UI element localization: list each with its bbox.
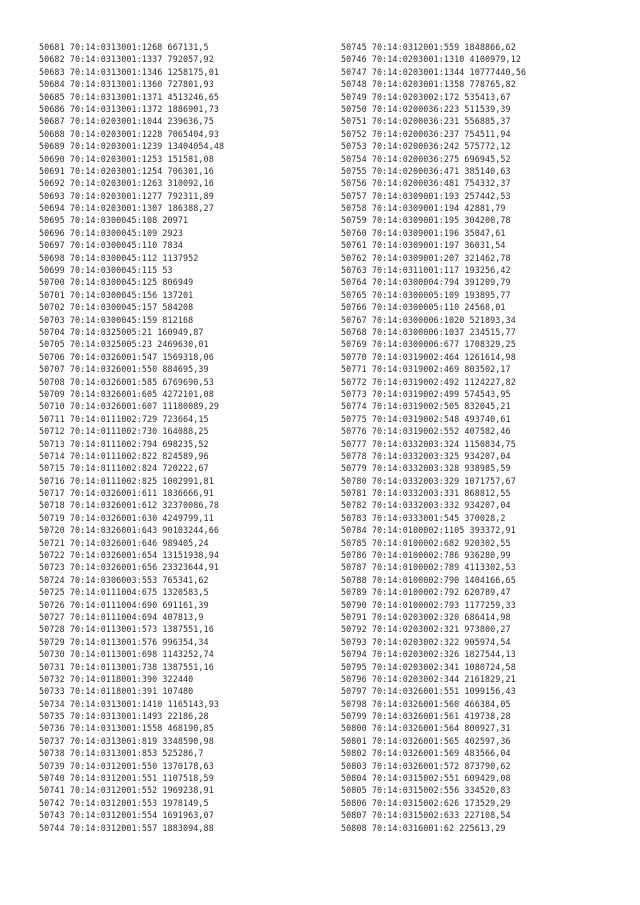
- left-column: [39, 41, 339, 834]
- record-row: 50730 70:14:0113001:698 1143252,74: [39, 649, 214, 660]
- record-row: 50738 70:14:0313001:853 525286,7: [39, 748, 204, 759]
- record-row: 50808 70:14:0316001:62 225613,29: [341, 822, 506, 833]
- record-row: 50694 70:14:0203001:1307 186388,27: [39, 203, 214, 214]
- record-row: 50685 70:14:0313001:1371 4513246,65: [39, 91, 219, 102]
- record-row: 50796 70:14:0203002:344 2161829,21: [341, 673, 516, 684]
- record-row: 50748 70:14:0203001:1358 778765,82: [341, 79, 516, 90]
- record-row: 50780 70:14:0332003:329 1071757,67: [341, 475, 516, 486]
- record-row: 50781 70:14:0332003:331 868812,55: [341, 488, 511, 499]
- record-row: 50688 70:14:0203001:1228 7065404,93: [39, 128, 219, 139]
- record-row: 50709 70:14:0326001:605 4272101,08: [39, 388, 214, 399]
- record-row: 50691 70:14:0203001:1254 706301,16: [39, 165, 214, 176]
- record-row: 50687 70:14:0203001:1044 239636,75: [39, 116, 214, 127]
- record-row: 50719 70:14:0326001:630 4249799,11: [39, 512, 214, 523]
- record-row: 50706 70:14:0326001:547 1569318,06: [39, 351, 214, 362]
- record-row: 50755 70:14:0200036:471 385140,63: [341, 165, 511, 176]
- record-row: 50807 70:14:0315002:633 227108,54: [341, 810, 511, 821]
- record-row: 50689 70:14:0203001:1239 13404054,48: [39, 141, 225, 152]
- record-row: 50792 70:14:0203002:321 973800,27: [341, 624, 511, 635]
- record-row: 50684 70:14:0313001:1360 727801,93: [39, 79, 214, 90]
- record-row: 50751 70:14:0200036:231 556885,37: [341, 116, 511, 127]
- record-row: 50682 70:14:0313001:1337 792057,92: [39, 54, 214, 65]
- record-row: 50742 70:14:0312001:553 1978149,5: [39, 797, 209, 808]
- record-row: 50707 70:14:0326001:550 884695,39: [39, 364, 209, 375]
- record-row: 50683 70:14:0313001:1346 1258175,01: [39, 66, 219, 77]
- record-row: 50757 70:14:0309001:193 257442,53: [341, 190, 511, 201]
- record-row: 50743 70:14:0312001:554 1691963,07: [39, 810, 214, 821]
- record-row: 50772 70:14:0319002:492 1124227,82: [341, 376, 516, 387]
- record-row: 50737 70:14:0313001:819 3348590,98: [39, 735, 214, 746]
- record-row: 50774 70:14:0319002:505 832045,21: [341, 401, 511, 412]
- record-row: 50752 70:14:0200036:237 754511,94: [341, 128, 511, 139]
- record-row: 50790 70:14:0100002:793 1177259,33: [341, 599, 516, 610]
- record-row: 50754 70:14:0200036:275 696945,52: [341, 153, 511, 164]
- record-row: 50793 70:14:0203002:322 905974,54: [341, 636, 511, 647]
- record-row: 50713 70:14:0111002:794 698235,52: [39, 438, 209, 449]
- record-row: 50805 70:14:0315002:556 334520,83: [341, 785, 511, 796]
- record-row: 50705 70:14:0325005:23 2469630,01: [39, 339, 209, 350]
- record-row: 50698 70:14:0300045:112 1137952: [39, 252, 199, 263]
- record-row: 50800 70:14:0326001:564 800927,31: [341, 723, 511, 734]
- record-row: 50775 70:14:0319002:548 493740,61: [341, 413, 511, 424]
- record-row: 50711 70:14:0111002:729 723664,15: [39, 413, 209, 424]
- record-row: 50710 70:14:0326001:607 11180089,29: [39, 401, 219, 412]
- record-row: 50714 70:14:0111002:822 824589,96: [39, 450, 209, 461]
- record-row: 50794 70:14:0203002:326 1827544,13: [341, 649, 516, 660]
- record-row: 50744 70:14:0312001:557 1883094,88: [39, 822, 214, 833]
- record-row: 50776 70:14:0319002:552 407582,46: [341, 426, 511, 437]
- record-row: 50739 70:14:0312001:550 1370178,63: [39, 760, 214, 771]
- record-row: 50729 70:14:0113001:576 996354,34: [39, 636, 209, 647]
- record-row: 50712 70:14:0111002:730 164088,25: [39, 426, 209, 437]
- record-row: 50695 70:14:0300045:108 20971: [39, 215, 189, 226]
- record-row: 50783 70:14:0333001:545 370028,2: [341, 512, 506, 523]
- record-row: 50797 70:14:0326001:551 1099156,43: [341, 686, 516, 697]
- record-row: 50723 70:14:0326001:656 23323644,91: [39, 562, 219, 573]
- record-row: 50747 70:14:0203001:1344 10777440,56: [341, 66, 527, 77]
- record-row: 50746 70:14:0203001:1310 4100979,12: [341, 54, 521, 65]
- record-row: 50702 70:14:0300045:157 584208: [39, 302, 194, 313]
- record-row: 50788 70:14:0100002:790 1404166,65: [341, 574, 516, 585]
- record-row: 50740 70:14:0312001:551 1107518,59: [39, 773, 214, 784]
- record-row: 50785 70:14:0100002:682 920302,55: [341, 537, 511, 548]
- record-row: 50756 70:14:0200036:481 754332,37: [341, 178, 511, 189]
- record-row: 50773 70:14:0319002:499 574543,95: [341, 388, 511, 399]
- record-row: 50777 70:14:0332003:324 1150834,75: [341, 438, 516, 449]
- record-row: 50735 70:14:0313001:1493 22186,28: [39, 711, 209, 722]
- right-column: [341, 41, 640, 834]
- record-row: 50701 70:14:0300045:156 137201: [39, 289, 194, 300]
- record-row: 50803 70:14:0326001:572 873790,62: [341, 760, 511, 771]
- record-row: 50721 70:14:0326001:646 989405,24: [39, 537, 209, 548]
- record-row: 50758 70:14:0309001:194 42881,79: [341, 203, 506, 214]
- record-row: 50693 70:14:0203001:1277 792311,89: [39, 190, 214, 201]
- record-row: 50762 70:14:0309001:207 321462,78: [341, 252, 511, 263]
- record-row: 50786 70:14:0100002:786 936280,99: [341, 550, 511, 561]
- record-row: 50804 70:14:0315002:551 609429,08: [341, 773, 511, 784]
- record-row: 50769 70:14:0300006:677 1708329,25: [341, 339, 516, 350]
- record-row: 50703 70:14:0300045:159 812168: [39, 314, 194, 325]
- record-row: 50697 70:14:0300045:110 7834: [39, 240, 183, 251]
- record-row: 50726 70:14:0111004:690 691161,39: [39, 599, 209, 610]
- record-row: 50727 70:14:0111004:694 407813,9: [39, 611, 204, 622]
- record-row: 50692 70:14:0203001:1263 310092,16: [39, 178, 214, 189]
- record-row: 50795 70:14:0203002:341 1080724,58: [341, 661, 516, 672]
- record-row: 50749 70:14:0203002:172 535413,67: [341, 91, 511, 102]
- record-row: 50717 70:14:0326001:611 1836666,91: [39, 488, 214, 499]
- record-row: 50784 70:14:0100002:1105 393372,91: [341, 525, 516, 536]
- record-row: 50728 70:14:0113001:573 1387551,16: [39, 624, 214, 635]
- record-row: 50731 70:14:0113001:738 1387551,16: [39, 661, 214, 672]
- record-row: 50732 70:14:0118001:390 322440: [39, 673, 194, 684]
- record-row: 50750 70:14:0200036:223 511539,39: [341, 103, 511, 114]
- record-row: 50767 70:14:0300006:1020 521893,34: [341, 314, 516, 325]
- record-row: 50771 70:14:0319002:469 803502,17: [341, 364, 511, 375]
- record-row: 50715 70:14:0111002:824 720222,67: [39, 463, 209, 474]
- record-row: 50782 70:14:0332003:332 934207,04: [341, 500, 511, 511]
- record-row: 50763 70:14:0311001:117 193256,42: [341, 265, 511, 276]
- record-row: 50699 70:14:0300045:115 53: [39, 265, 173, 276]
- record-row: 50690 70:14:0203001:1253 151581,08: [39, 153, 214, 164]
- record-row: 50725 70:14:0111004:675 1320583,5: [39, 587, 209, 598]
- record-row: 50686 70:14:0313001:1372 1886901,73: [39, 103, 219, 114]
- record-row: 50704 70:14:0325005:21 160949,87: [39, 326, 204, 337]
- record-row: 50722 70:14:0326001:654 13151938,94: [39, 550, 219, 561]
- record-row: 50787 70:14:0100002:789 4113302,53: [341, 562, 516, 573]
- record-row: 50801 70:14:0326001:565 402597,36: [341, 735, 511, 746]
- record-row: 50700 70:14:0300045:125 806949: [39, 277, 194, 288]
- record-row: 50708 70:14:0326001:585 6769690,53: [39, 376, 214, 387]
- record-row: 50770 70:14:0319002:464 1261614,98: [341, 351, 516, 362]
- record-row: 50765 70:14:0300005:109 193895,77: [341, 289, 511, 300]
- record-row: 50720 70:14:0326001:643 90103244,66: [39, 525, 219, 536]
- record-row: 50789 70:14:0100002:792 620789,47: [341, 587, 511, 598]
- record-row: 50791 70:14:0203002:320 686414,98: [341, 611, 511, 622]
- record-row: 50760 70:14:0309001:196 35047,61: [341, 227, 506, 238]
- record-row: 50806 70:14:0315002:626 173529,29: [341, 797, 511, 808]
- record-row: 50696 70:14:0300045:109 2923: [39, 227, 183, 238]
- record-row: 50759 70:14:0309001:195 304200,78: [341, 215, 511, 226]
- record-row: 50802 70:14:0326001:569 483566,04: [341, 748, 511, 759]
- record-row: 50761 70:14:0309001:197 36031,54: [341, 240, 506, 251]
- record-row: 50745 70:14:0312001:559 1848866,62: [341, 42, 516, 52]
- record-row: 50753 70:14:0200036:242 575772,12: [341, 141, 511, 152]
- record-row: 50798 70:14:0326001:560 466384,05: [341, 698, 511, 709]
- record-row: 50766 70:14:0300005:110 24568,01: [341, 302, 506, 313]
- record-row: 50724 70:14:0306003:553 765341,62: [39, 574, 209, 585]
- record-row: 50681 70:14:0313001:1268 667131,5: [39, 42, 209, 52]
- record-row: 50779 70:14:0332003:328 938985,59: [341, 463, 511, 474]
- record-row: 50736 70:14:0313001:1558 468190,85: [39, 723, 214, 734]
- record-row: 50799 70:14:0326001:561 419738,28: [341, 711, 511, 722]
- record-row: 50768 70:14:0300006:1037 234515,77: [341, 326, 516, 337]
- record-row: 50734 70:14:0313001:1410 1165143,93: [39, 698, 219, 709]
- record-row: 50741 70:14:0312001:552 1969238,91: [39, 785, 214, 796]
- record-row: 50733 70:14:0118001:391 107480: [39, 686, 194, 697]
- record-row: 50716 70:14:0111002:825 1002991,81: [39, 475, 214, 486]
- record-row: 50718 70:14:0326001:612 32370086,78: [39, 500, 219, 511]
- record-row: 50778 70:14:0332003:325 934207,04: [341, 450, 511, 461]
- record-row: 50764 70:14:0300004:794 391209,79: [341, 277, 511, 288]
